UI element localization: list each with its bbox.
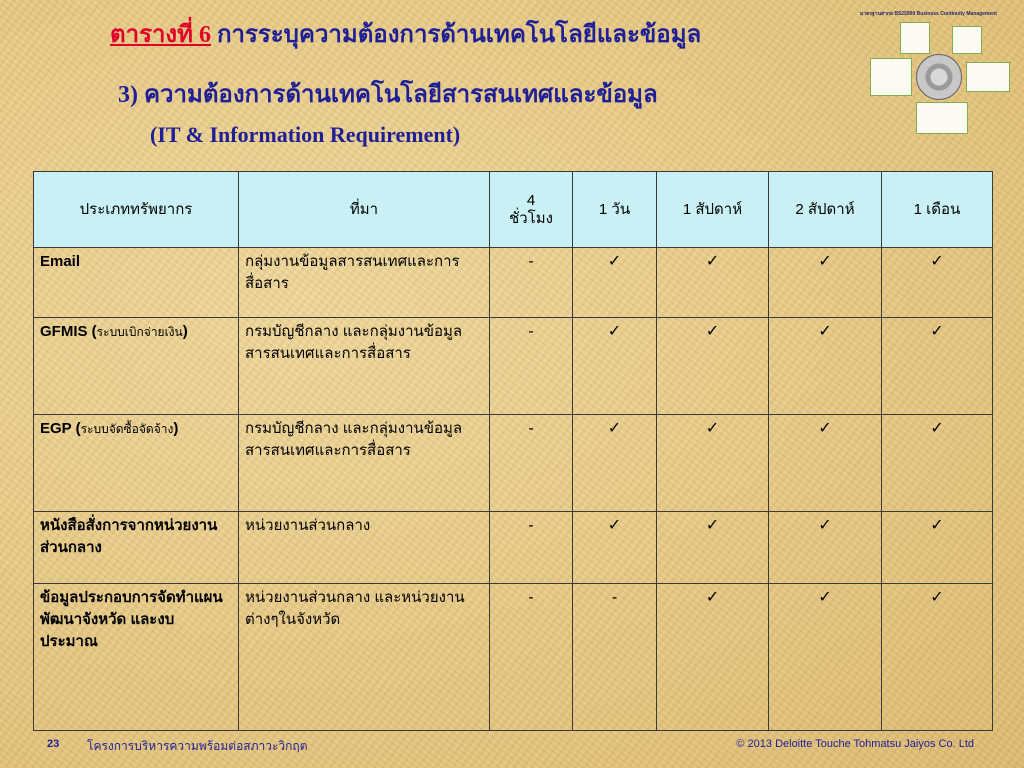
header-resource-type: ประเภททรัพยากร (34, 172, 239, 248)
page-number: 23 (47, 738, 60, 750)
bcm-diagram-thumbnail (856, 10, 1012, 134)
source-cell: กรมบัญชีกลาง และกลุ่มงานข้อมูลสารสนเทศและการสื่อสาร (239, 318, 490, 415)
mark-1-day: ✓ (573, 415, 657, 512)
table-row (34, 318, 993, 415)
thumbnail-lifecycle-circle (916, 54, 962, 100)
mark-1-week: ✓ (657, 584, 769, 731)
thumbnail-box (966, 62, 1010, 92)
section-subtitle: 3) ความต้องการด้านเทคโนโลยีสารสนเทศและข้อมูล (118, 82, 658, 108)
table-row (34, 248, 993, 318)
mark-4-hours: - (490, 512, 573, 584)
resource-name-close: ) (173, 420, 179, 437)
title-table-number: ตารางที่ 6 (110, 22, 211, 48)
resource-name-detail: ระบบเบิกจ่ายเงิน (96, 325, 183, 339)
thumbnail-caption: มาตรฐานสากล BS25999 Business Continuity Management (860, 11, 997, 17)
source-cell: หน่วยงานส่วนกลาง และหน่วยงานต่างๆในจังหวัด (239, 584, 490, 731)
mark-2-weeks: ✓ (769, 318, 882, 415)
mark-1-month: ✓ (882, 584, 993, 731)
mark-4-hours: - (490, 415, 573, 512)
mark-1-day: ✓ (573, 318, 657, 415)
thumbnail-box (952, 26, 982, 54)
header-1-day: 1 วัน (573, 172, 657, 248)
copyright-notice: © 2013 Deloitte Touche Tohmatsu Jaiyos Co. Ltd (736, 738, 974, 750)
source-cell: กลุ่มงานข้อมูลสารสนเทศและการสื่อสาร (239, 248, 490, 318)
mark-1-week: ✓ (657, 512, 769, 584)
thumbnail-box (916, 102, 968, 134)
mark-1-month: ✓ (882, 512, 993, 584)
header-source: ที่มา (239, 172, 490, 248)
mark-4-hours: - (490, 318, 573, 415)
header-4-hours-unit: ชั่วโมง (509, 209, 553, 227)
resource-name-cell (34, 415, 239, 512)
mark-2-weeks: ✓ (769, 584, 882, 731)
table-row (34, 415, 993, 512)
resource-name-close: ) (182, 323, 188, 340)
table-row (34, 584, 993, 731)
resource-name: ข้อมูลประกอบการจัดทำแผนพัฒนาจังหวัด และงบประมาณ (40, 589, 223, 650)
mark-4-hours: - (490, 248, 573, 318)
mark-1-month: ✓ (882, 415, 993, 512)
mark-1-week: ✓ (657, 318, 769, 415)
resource-name: หนังสือสั่งการจากหน่วยงานส่วนกลาง (40, 517, 218, 556)
resource-name-cell (34, 512, 239, 584)
project-name: โครงการบริหารความพร้อมต่อสภาวะวิกฤต (87, 739, 308, 753)
mark-1-month: ✓ (882, 318, 993, 415)
mark-2-weeks: ✓ (769, 512, 882, 584)
it-requirement-table (33, 171, 993, 731)
source-cell: กรมบัญชีกลาง และกลุ่มงานข้อมูลสารสนเทศและการสื่อสาร (239, 415, 490, 512)
mark-2-weeks: ✓ (769, 415, 882, 512)
header-1-week: 1 สัปดาห์ (657, 172, 769, 248)
mark-4-hours: - (490, 584, 573, 731)
mark-1-day: ✓ (573, 512, 657, 584)
mark-2-weeks: ✓ (769, 248, 882, 318)
resource-name: EGP ( (40, 420, 81, 437)
slide-footer (0, 734, 1024, 764)
source-cell: หน่วยงานส่วนกลาง (239, 512, 490, 584)
mark-1-month: ✓ (882, 248, 993, 318)
header-2-weeks: 2 สัปดาห์ (769, 172, 882, 248)
resource-name: GFMIS ( (40, 323, 97, 340)
resource-name-cell (34, 318, 239, 415)
slide-title (110, 14, 701, 53)
mark-1-day: ✓ (573, 248, 657, 318)
thumbnail-box (900, 22, 930, 54)
resource-name-cell (34, 248, 239, 318)
mark-1-week: ✓ (657, 415, 769, 512)
thumbnail-box (870, 58, 912, 96)
section-subtitle-english: (IT & Information Requirement) (150, 122, 461, 147)
mark-1-day: - (573, 584, 657, 731)
resource-name: Email (40, 253, 81, 270)
header-4-hours (490, 172, 573, 248)
table-header-row (34, 172, 993, 248)
header-1-month: 1 เดือน (882, 172, 993, 248)
title-text: การระบุความต้องการด้านเทคโนโลยีและข้อมูล (216, 22, 702, 48)
resource-name-detail: ระบบจัดซื้อจัดจ้าง (80, 422, 174, 436)
resource-name-cell (34, 584, 239, 731)
header-4-hours-number: 4 (526, 191, 536, 209)
mark-1-week: ✓ (657, 248, 769, 318)
table-row (34, 512, 993, 584)
